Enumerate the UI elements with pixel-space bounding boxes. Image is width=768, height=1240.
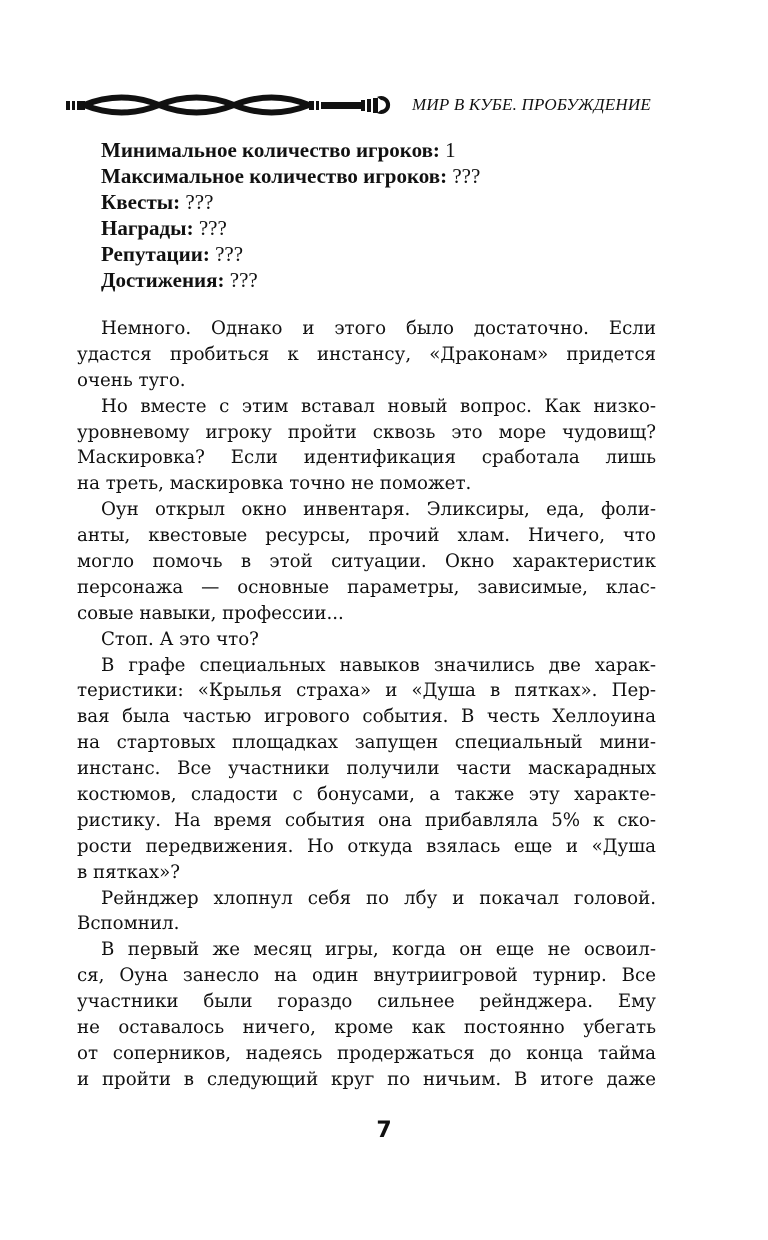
stat-label: Квесты: [101, 190, 181, 214]
stat-value: 1 [445, 138, 456, 162]
stat-label: Минимальное количество игроков: [101, 138, 440, 162]
text-line: Вспомнил. [77, 913, 180, 935]
stat-value: ??? [185, 190, 214, 214]
stat-row [101, 267, 480, 293]
stat-row [101, 163, 480, 189]
text-line: рости передвижения. Но откуда взялась еще и «Душа [77, 835, 656, 857]
text-line: ристику. На время события она прибавляла 5% к ско- [77, 809, 656, 831]
stat-label: Награды: [101, 216, 194, 240]
text-line: инстанс. Все участники получили части маскарадных [77, 758, 656, 780]
text-line: уровневому игроку пройти сквозь это море чудовищ? [77, 421, 656, 443]
text-line: удастся пробиться к инстансу, «Драконам» придется [77, 343, 656, 365]
text-line: ся, Оуна занесло на один внутриигровой турнир. Все [77, 965, 656, 987]
text-line: В первый же месяц игры, когда он еще не освоил- [101, 939, 656, 961]
page-number: 7 [376, 1118, 392, 1143]
game-stats-list [101, 137, 480, 293]
text-line: персонажа — основные параметры, зависимые, клас- [77, 576, 656, 598]
stat-value: ??? [229, 268, 258, 292]
text-line: теристики: «Крылья страха» и «Душа в пятках». Пер- [77, 680, 656, 702]
text-line: от соперников, надеясь продержаться до конца тайма [77, 1042, 656, 1064]
text-line: Рейнджер хлопнул себя по лбу и покачал головой. [101, 887, 656, 909]
text-line: Оун открыл окно инвентаря. Эликсиры, еда, фоли- [101, 499, 656, 521]
text-line: и пройти в следующий круг по ничьим. В итоге даже [77, 1068, 656, 1090]
text-line: В графе специальных навыков значились две харак- [101, 654, 656, 676]
stat-label: Максимальное количество игроков: [101, 164, 448, 188]
text-line: совые навыки, профессии... [77, 602, 344, 624]
body-text [77, 316, 656, 1093]
text-line: участники были гораздо сильнее рейнджера. Ему [77, 991, 656, 1013]
text-line: анты, квестовые ресурсы, прочий хлам. Ничего, что [77, 525, 656, 547]
text-line: на треть, маскировка точно не поможет. [77, 473, 472, 495]
stat-row [101, 241, 480, 267]
stat-label: Достижения: [101, 268, 225, 292]
text-line: на стартовых площадках запущен специальный мини- [77, 732, 656, 754]
text-line: в пятках»? [77, 861, 181, 883]
text-line: Стоп. А это что? [101, 628, 259, 650]
text-line: могло помочь в этой ситуации. Окно характеристик [77, 551, 656, 573]
stat-value: ??? [452, 164, 481, 188]
text-line: Но вместе с этим вставал новый вопрос. Как низко- [101, 395, 656, 417]
stat-value: ??? [215, 242, 244, 266]
stat-value: ??? [198, 216, 227, 240]
stat-row [101, 189, 480, 215]
stat-row [101, 137, 480, 163]
text-line: не оставалось ничего, кроме как постоянно убегать [77, 1017, 656, 1039]
text-line: костюмов, сладости с бонусами, а также эту характе- [77, 784, 656, 806]
running-title: МИР В КУБЕ. ПРОБУЖДЕНИЕ [412, 95, 651, 114]
text-line: Маскировка? Если идентификация сработала лишь [77, 447, 656, 469]
text-line: вая была частью игрового события. В честь Хеллоуина [77, 706, 656, 728]
text-line: очень туго. [77, 369, 186, 391]
stat-row [101, 215, 480, 241]
stat-label: Репутации: [101, 242, 210, 266]
text-line: Немного. Однако и этого было достаточно. Если [101, 318, 656, 339]
twisted-rope-ornament-icon [64, 93, 394, 117]
